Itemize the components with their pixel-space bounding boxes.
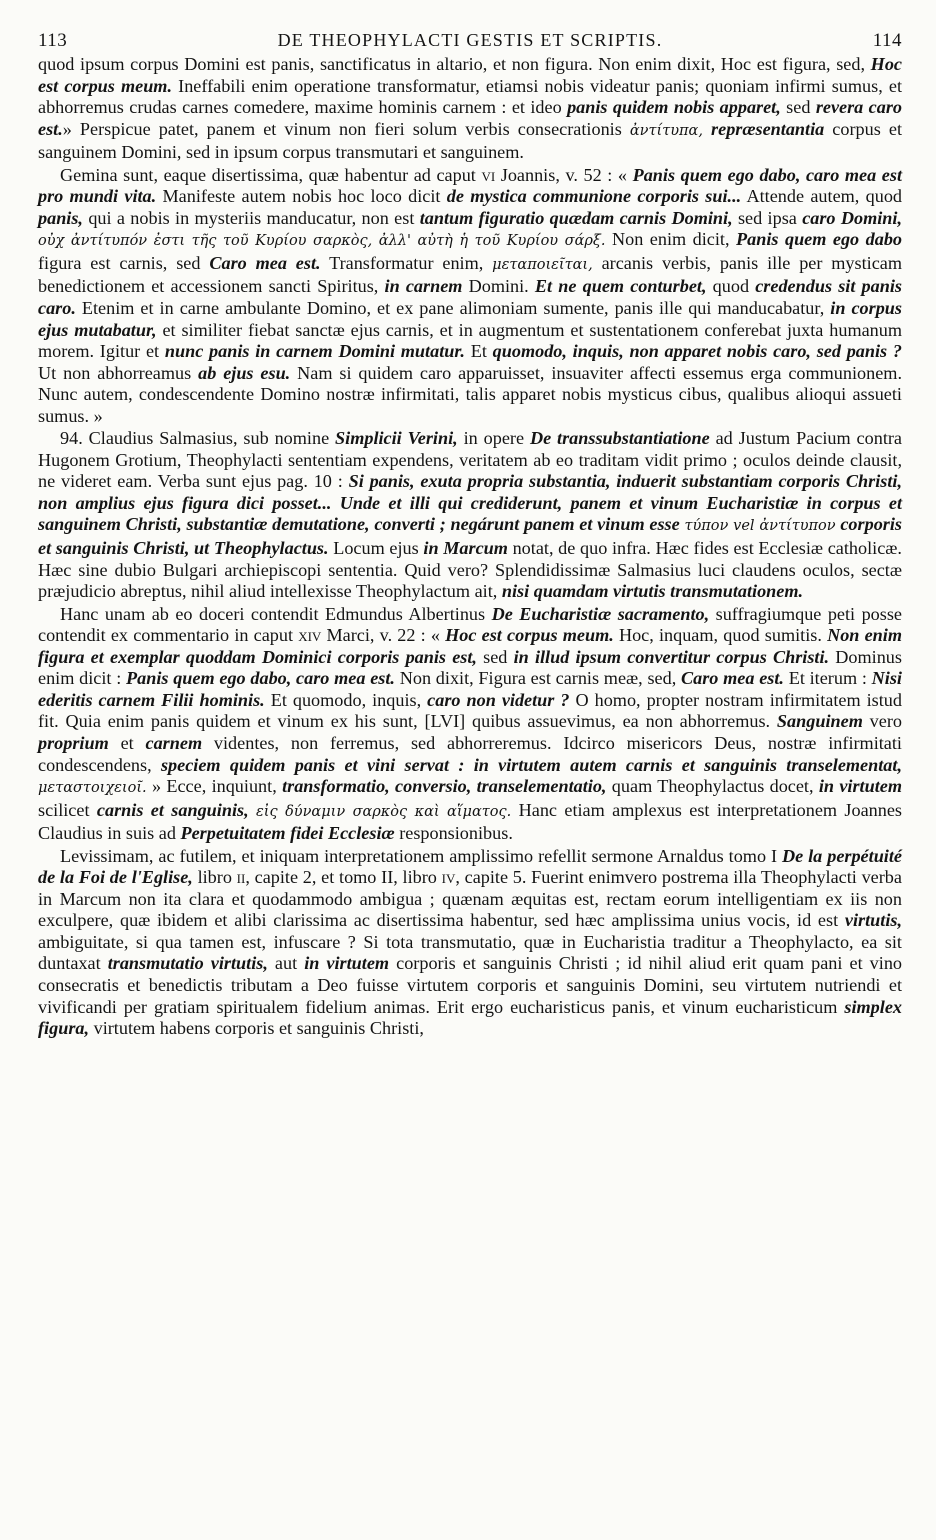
text-run: sed ipsa bbox=[732, 207, 803, 228]
text-run: Hanc etiam amplexus est interpretationem Joannes Claudius in suis ad bbox=[38, 799, 903, 844]
text-run: , capite 2, et tomo II, libro bbox=[245, 867, 442, 888]
emphasis-text: Et ne quem conturbet, bbox=[534, 276, 707, 297]
roman-numeral: vi bbox=[481, 164, 496, 185]
text-run: aut bbox=[267, 953, 305, 974]
text-run: Dominus enim dicit : bbox=[38, 646, 902, 689]
text-run: et similiter fiebat sanctæ ejus carnis, et in augmentum et sustentationem conferebat juxta humanum morem. Igitur et bbox=[38, 319, 902, 362]
emphasis-text: revera caro est. bbox=[38, 97, 903, 139]
emphasis-text: virtutis, bbox=[844, 910, 902, 931]
text-run bbox=[703, 119, 711, 139]
text-run: qui a nobis in mysteriis manducatur, non est bbox=[82, 207, 420, 228]
page-number-right: 114 bbox=[872, 30, 902, 51]
text-run: virtutem habens corporis et sanguinis Christi, bbox=[89, 1018, 424, 1039]
text-run: in opere bbox=[457, 428, 530, 449]
text-run bbox=[249, 800, 256, 820]
emphasis-text: transmutatio virtutis, bbox=[107, 953, 268, 974]
text-run: O homo, propter nostram infirmitatem istud fit. Quia enim panis quidem et vinum ex his sunt, [LVI] quibus assuevimus, ea non abhorremus. bbox=[38, 689, 902, 732]
emphasis-text: panis quidem nobis apparet, bbox=[567, 97, 781, 118]
emphasis-text: Hoc est corpus meum. bbox=[38, 54, 902, 96]
emphasis-text: caro non videtur ? bbox=[427, 689, 570, 710]
text-run: Gemina sunt, eaque disertissima, quæ habentur ad caput bbox=[60, 164, 482, 185]
text-run: Et quomodo, inquis, bbox=[264, 689, 428, 710]
emphasis-text: in Marcum bbox=[423, 538, 508, 559]
text-run: libro bbox=[192, 867, 237, 888]
text-run: sed bbox=[476, 646, 514, 667]
text-run: » Perspicue patet, panem et vinum non fieri solum verbis consecrationis bbox=[62, 118, 630, 139]
emphasis-text: Panis quem ego dabo, caro mea est pro mundi vita. bbox=[38, 164, 902, 207]
text-run: Et bbox=[464, 341, 493, 362]
text-run: quod bbox=[706, 276, 756, 297]
emphasis-text: Sanguinem bbox=[776, 711, 863, 732]
greek-text: εἰς δύναμιν σαρκὸς καὶ αἵματος. bbox=[256, 803, 512, 820]
text-run: corpus et sanguinem Domini, sed in ipsum corpus transmutari et sanguinem. bbox=[38, 118, 902, 163]
emphasis-text: Panis quem ego dabo bbox=[736, 229, 903, 250]
emphasis-text: simplex figura, bbox=[38, 996, 902, 1039]
emphasis-text: Panis quem ego dabo, caro mea est. bbox=[126, 668, 395, 689]
text-run: notat, de quo infra. Hæc fides est Ecclesiæ catholicæ. Hæc sine dubio Bulgari archiepiscopi sententia. Quid vero? Splendidissimæ Salmasius luci claudens oculos, sectæ præjudicio abreptus, nihil aliud intellexisse Theophylactum ait, bbox=[38, 538, 902, 602]
text-run: videntes, non ferremus, sed abhorreremus. Idcirco misericors Deus, nostræ infirmitati condescendens, bbox=[38, 732, 902, 775]
greek-text: οὐχ ἀντίτυπόν ἐστι τῆς τοῦ Κυρίου σαρκὸς, ἀλλ' αὐτὴ ἡ τοῦ Κυρίου σάρξ. bbox=[38, 233, 606, 250]
text-run: Et iterum : bbox=[783, 668, 872, 689]
text-run: Domini. bbox=[462, 276, 535, 297]
text-run: Levissimam, ac futilem, et iniquam interpretationem amplissimo refellit sermone Arnaldus tomo I bbox=[60, 845, 782, 866]
text-run: scilicet bbox=[38, 799, 97, 820]
emphasis-text: Non enim figura et exemplar quoddam Dominici corporis panis est, bbox=[38, 625, 902, 667]
emphasis-text: in illud ipsum convertitur corpus Christi. bbox=[513, 646, 830, 667]
text-run: ambiguitate, si qua tamen est, infuscare ? Si tota transmutatio, quæ in Eucharistia traditur a Theophylacto, ea sit duntaxat bbox=[38, 931, 902, 974]
emphasis-text: Si panis, exuta propria substantia, induerit substantiam corporis Christi, non amplius ejus figura dici posset... Unde et illi qui crediderunt, panem et vinum Eucharistiæ in corpus et sanguinem Christi, substantiæ demutatione, converti ; negárunt panem et vinum esse bbox=[38, 471, 903, 535]
emphasis-text: transformatio, conversio, transelementatio, bbox=[282, 776, 607, 797]
emphasis-text: De la perpétuité de la Foi de l'Eglise, bbox=[38, 845, 902, 888]
text-run: et bbox=[108, 732, 146, 753]
emphasis-text: proprium bbox=[38, 732, 109, 753]
emphasis-text: Caro mea est. bbox=[209, 252, 321, 273]
paragraph bbox=[38, 165, 902, 428]
text-run: vero bbox=[862, 711, 902, 732]
emphasis-text: quomodo, inquis, non apparet nobis caro, sed panis ? bbox=[492, 341, 902, 362]
text-run: 94. Claudius Salmasius, sub nomine bbox=[60, 428, 336, 449]
emphasis-text: corporis et sanguinis Christi, ut Theophylactus. bbox=[38, 514, 902, 559]
emphasis-text: Caro mea est. bbox=[681, 668, 784, 689]
text-run: suffragiumque peti posse contendit ex commentario in caput bbox=[38, 603, 902, 646]
text-run: Attende autem, quod bbox=[741, 186, 903, 207]
running-header bbox=[38, 30, 902, 52]
text-run: Ut non abhorreamus bbox=[38, 362, 199, 383]
text-run: Hoc, inquam, quod sumitis. bbox=[613, 625, 828, 646]
paragraph bbox=[38, 604, 902, 845]
text-run: corporis et sanguinis Christi ; id nihil aliud erit quam pani et vino consecratis et benedictis tributam a Deo fuisse virtutem corporis et sanguinis Domini, seu virtutem nutriendi et vivificandi per gratiam spiritualem fidelium animas. Erit ergo eucharisticus panis, et vinum eucharisticum bbox=[38, 953, 902, 1017]
text-run: responsionibus. bbox=[394, 823, 513, 844]
greek-text: μεταστοιχειοῖ. bbox=[38, 780, 147, 797]
emphasis-text: tantum figuratio quædam carnis Domini, bbox=[419, 207, 733, 228]
emphasis-text: repræsentantia bbox=[711, 118, 825, 139]
text-run: sed bbox=[780, 97, 816, 118]
text-run: quam Theophylactus docet, bbox=[606, 776, 819, 797]
text-run: Manifeste autem nobis hoc loco dicit bbox=[156, 186, 447, 207]
emphasis-text: speciem quidem panis et vini servat : in virtutem autem carnis et sanguinis transelementat, bbox=[160, 754, 902, 775]
emphasis-text: carnem bbox=[145, 732, 203, 753]
text-run: Hanc unam ab eo doceri contendit Edmundus Albertinus bbox=[60, 603, 492, 624]
text-run: arcanis verbis, panis ille per mysticam benedictionem et accessionem sancti Spiritus, bbox=[38, 252, 903, 297]
emphasis-text: panis, bbox=[38, 207, 83, 228]
text-run: Non enim dicit, bbox=[605, 229, 737, 250]
emphasis-text: credendus sit panis caro. bbox=[38, 276, 902, 319]
emphasis-text: in carnem bbox=[384, 276, 463, 297]
page-number-left: 113 bbox=[38, 30, 68, 51]
text-run: Non dixit, Figura est carnis meæ, sed, bbox=[394, 668, 681, 689]
emphasis-text: de mystica communione corporis sui... bbox=[446, 186, 742, 207]
text-run: ad Justum Pacium contra Hugonem Grotium, Theophylacti sententiam expendens, veritatem ab eo traditam vidit primo ; oculos deinde clausit, ne videret eam. Verba sunt ejus pag. 10 : bbox=[38, 428, 902, 492]
emphasis-text: in virtutem bbox=[818, 776, 902, 797]
text-run: figura est carnis, sed bbox=[38, 252, 210, 273]
text-run: quod ipsum corpus Domini est panis, sanctificatus in altario, et non figura. Non enim dixit, Hoc est figura, sed, bbox=[38, 54, 871, 74]
greek-text: ἀντίτυπα, bbox=[629, 122, 703, 139]
running-title: DE THEOPHYLACTI GESTIS ET SCRIPTIS. bbox=[277, 30, 663, 50]
text-run: Nam si quidem caro apparuisset, insuaviter affecti essemus erga communionem. Nunc autem, condescendente Domino nostræ infirmitati, talis apparet nobis mysticus cibus, qualibus alioqui assueti sumus. » bbox=[38, 362, 902, 426]
emphasis-text: De transsubstantiatione bbox=[529, 428, 710, 449]
text-run: Marci, v. 22 : « bbox=[321, 625, 446, 646]
roman-numeral: iv bbox=[441, 867, 456, 888]
greek-text: μεταποιεῖται, bbox=[492, 256, 593, 273]
paragraph bbox=[38, 428, 902, 602]
text-run: » Ecce, inquiunt, bbox=[146, 776, 283, 797]
emphasis-text: De Eucharistiæ sacramento, bbox=[491, 603, 710, 624]
emphasis-text: Perpetuitatem fidei Ecclesiæ bbox=[180, 823, 395, 844]
text-run: Joannis, v. 52 : « bbox=[495, 164, 633, 185]
emphasis-text: carnis et sanguinis, bbox=[96, 799, 249, 820]
text-run: Ineffabili enim operatione transformatur, etiamsi nobis videatur panis; quoniam infirmi sumus, et abhorremus crudas carnes comedere, maxime hominis carnem : et ideo bbox=[38, 75, 903, 118]
roman-numeral: xiv bbox=[298, 625, 322, 646]
emphasis-text: in virtutem bbox=[304, 953, 390, 974]
paragraph bbox=[38, 846, 902, 1040]
emphasis-text: Simplicii Verini, bbox=[335, 428, 458, 449]
emphasis-text: Nisi ederitis carnem Filii hominis. bbox=[38, 668, 902, 710]
body-text bbox=[38, 54, 902, 1040]
emphasis-text: ab ejus esu. bbox=[198, 362, 291, 383]
roman-numeral: ii bbox=[236, 867, 246, 888]
emphasis-text: nisi quamdam virtutis transmutationem. bbox=[501, 581, 804, 602]
emphasis-text: Hoc est corpus meum. bbox=[445, 625, 614, 646]
text-run: Locum ejus bbox=[328, 538, 424, 559]
paragraph bbox=[38, 54, 902, 164]
text-run: Etenim et in carne ambulante Domino, et ex pane alimoniam sumente, panis ille qui manducabatur, bbox=[75, 298, 831, 319]
text-run: , capite 5. Fuerint enimvero postrema illa Theophylacti verba in Marcum non ita clara et quodammodo ambigua ; quænam æquitas est, rectam eorum intelligentiam ex iis non exculpere, quæ ibidem et alibi clarissima ac disertissima habentur, sed hæc amplissima unius vocis, id est bbox=[38, 867, 902, 931]
emphasis-text: in corpus ejus mutabatur, bbox=[38, 298, 902, 340]
greek-text: τύπον vel ἀντίτυπον bbox=[684, 518, 836, 535]
emphasis-text: caro Domini, bbox=[802, 207, 903, 228]
emphasis-text: nunc panis in carnem Domini mutatur. bbox=[164, 341, 465, 362]
text-run: Transformatur enim, bbox=[320, 252, 493, 273]
